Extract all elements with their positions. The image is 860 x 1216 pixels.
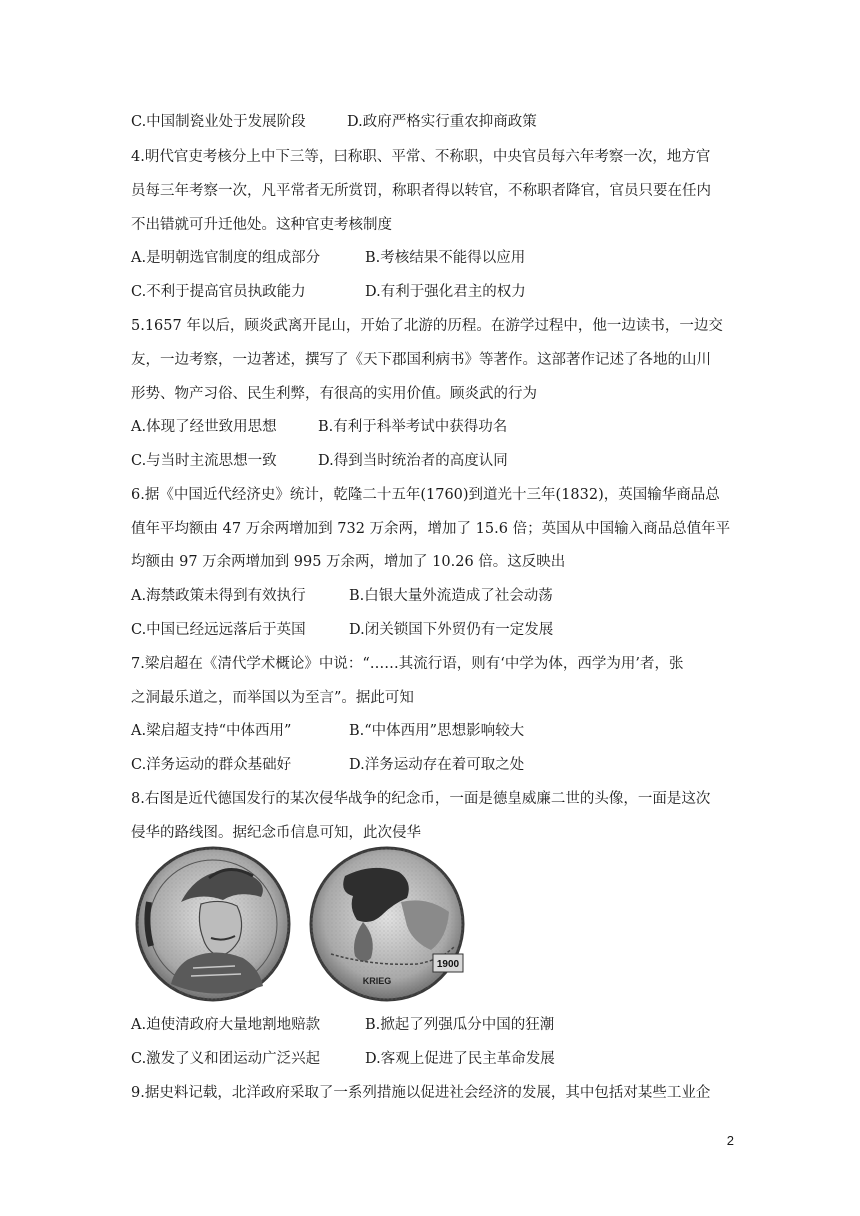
- kaiser-portrait-coin: [137, 848, 289, 1000]
- q7-option-c-line: [131, 755, 525, 775]
- option-c: C.洋务运动的群众基础好: [131, 757, 292, 773]
- option-b: B.考核结果不能得以应用: [365, 250, 526, 266]
- option-a: A.体现了经世致用思想: [131, 419, 277, 435]
- commemorative-coins-image: [131, 842, 471, 1004]
- coin-rim-text: KRIEG: [362, 976, 392, 986]
- option-d: D.洋务运动存在着可取之处: [349, 757, 525, 773]
- option-a: A.海禁政策未得到有效执行: [131, 588, 306, 604]
- option-c: C.不利于提高官员执政能力: [131, 284, 306, 300]
- q4-stem-line-3: 不出错就可升迁他处。这种官吏考核制度: [131, 217, 392, 233]
- q8-stem-line-1: 8.右图是近代德国发行的某次侵华战争的纪念币，一面是德皇威廉二世的头像，一面是这次: [131, 791, 711, 807]
- q4-stem-line-1: 4.明代官吏考核分上中下三等，曰称职、平常、不称职，中央官员每六年考察一次，地方官: [131, 149, 711, 165]
- q7-stem-line-1: 7.梁启超在《清代学术概论》中说：“……其流行语，则有‘中学为体，西学为用’者，张: [131, 656, 684, 672]
- q6-stem-line-3: 均额由 97 万余两增加到 995 万余两，增加了 10.26 倍。这反映出: [131, 554, 566, 570]
- option-c: C.激发了义和团运动广泛兴起: [131, 1051, 321, 1067]
- option-c: C.与当时主流思想一致: [131, 453, 277, 469]
- coin-year-label: 1900: [436, 959, 460, 970]
- option-d: D.闭关锁国下外贸仍有一定发展: [349, 622, 554, 638]
- page-number: 2: [726, 1133, 734, 1148]
- option-c: C.中国制瓷业处于发展阶段: [131, 114, 306, 130]
- q6-stem-line-1: 6.据《中国近代经济史》统计，乾隆二十五年(1760)到道光十三年(1832)，英国输华商品总: [131, 487, 720, 503]
- q6-option-a-line: [131, 586, 553, 606]
- route-map-coin: [311, 848, 463, 1000]
- q3-option-c-line: [131, 112, 537, 132]
- q4-option-a-line: [131, 248, 526, 268]
- option-b: B.白银大量外流造成了社会动荡: [349, 588, 553, 604]
- q4-option-c-line: [131, 282, 526, 302]
- q5-stem-line-3: 形势、物产习俗、民生利弊，有很高的实用价值。顾炎武的行为: [131, 386, 537, 402]
- option-d: D.政府严格实行重农抑商政策: [347, 114, 537, 130]
- option-b: B.“中体西用”思想影响较大: [349, 723, 525, 739]
- option-b: B.有利于科举考试中获得功名: [318, 419, 508, 435]
- q9-stem-line-1: 9.据史料记载，北洋政府采取了一系列措施以促进社会经济的发展，其中包括对某些工业企: [131, 1085, 711, 1101]
- option-a: A.梁启超支持“中体西用”: [131, 723, 292, 739]
- q5-option-c-line: [131, 451, 508, 471]
- q6-stem-line-2: 值年平均额由 47 万余两增加到 732 万余两，增加了 15.6 倍；英国从中国输入商品总值年平: [131, 521, 731, 537]
- option-a: A.迫使清政府大量地割地赔款: [131, 1017, 321, 1033]
- option-c: C.中国已经远远落后于英国: [131, 622, 306, 638]
- option-d: D.有利于强化君主的权力: [365, 284, 526, 300]
- q7-stem-line-2: 之洞最乐道之，而举国以为至言”。据此可知: [131, 690, 414, 706]
- option-d: D.客观上促进了民主革命发展: [365, 1051, 555, 1067]
- option-d: D.得到当时统治者的高度认同: [318, 453, 508, 469]
- q6-option-c-line: [131, 620, 554, 640]
- q7-option-a-line: [131, 721, 525, 741]
- q4-stem-line-2: 员每三年考察一次，凡平常者无所赏罚，称职者得以转官，不称职者降官，官员只要在任内: [131, 183, 711, 199]
- q5-stem-line-2: 友，一边考察，一边著述，撰写了《天下郡国利病书》等著作。这部著作记述了各地的山川: [131, 352, 711, 368]
- q5-option-a-line: [131, 417, 508, 437]
- option-a: A.是明朝选官制度的组成部分: [131, 250, 321, 266]
- option-b: B.掀起了列强瓜分中国的狂潮: [365, 1017, 555, 1033]
- q8-option-c-line: [131, 1049, 555, 1069]
- q8-option-a-line: [131, 1015, 555, 1035]
- q5-stem-line-1: 5.1657 年以后，顾炎武离开昆山，开始了北游的历程。在游学过程中，他一边读书，一边交: [131, 318, 723, 334]
- q8-stem-line-2: 侵华的路线图。据纪念币信息可知，此次侵华: [131, 825, 421, 841]
